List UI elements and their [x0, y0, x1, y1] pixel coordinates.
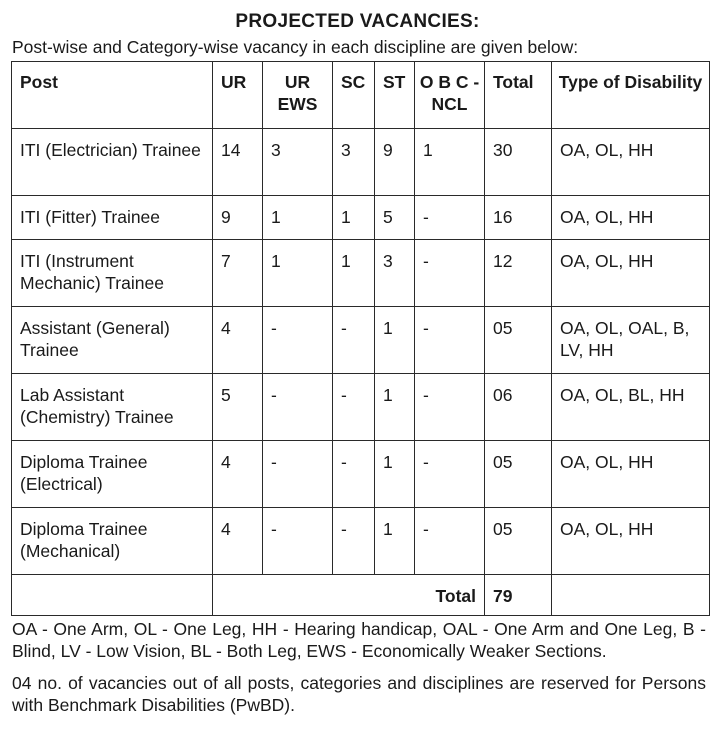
cell-total: 05: [485, 508, 552, 575]
cell-obc: -: [415, 307, 485, 374]
header-type-of-disability: Type of Disability: [552, 62, 710, 129]
abbreviations-note: OA - One Arm, OL - One Leg, HH - Hearing handicap, OAL - One Arm and One Leg, B - Blind, LV - Low Vision, BL - Both Leg, EWS - Economically Weaker Sections.: [12, 619, 706, 661]
cell-total: 12: [485, 240, 552, 307]
cell-ur-ews: 1: [263, 196, 333, 240]
cell-total: 06: [485, 374, 552, 441]
cell-ur: 7: [213, 240, 263, 307]
cell-sc: 1: [333, 196, 375, 240]
header-st: ST: [375, 62, 415, 129]
header-ur: UR: [213, 62, 263, 129]
cell-ur-ews: -: [263, 307, 333, 374]
cell-post: Diploma Trainee (Mechanical): [12, 508, 213, 575]
cell-disability: OA, OL, BL, HH: [552, 374, 710, 441]
cell-sc: 3: [333, 129, 375, 196]
table-total-row: [12, 575, 710, 616]
cell-ur: 14: [213, 129, 263, 196]
cell-ur: 5: [213, 374, 263, 441]
cell-ur: 4: [213, 508, 263, 575]
table-row: [12, 508, 710, 575]
cell-sc: -: [333, 441, 375, 508]
cell-sc: -: [333, 374, 375, 441]
pwbd-note: 04 no. of vacancies out of all posts, categories and disciplines are reserved for Persons with Benchmark Disabilities (PwBD).: [12, 673, 706, 715]
cell-ur-ews: 3: [263, 129, 333, 196]
cell-ur: 9: [213, 196, 263, 240]
header-obc-ncl: O B C -NCL: [415, 62, 485, 129]
header-total: Total: [485, 62, 552, 129]
cell-total: 05: [485, 307, 552, 374]
cell-obc: -: [415, 374, 485, 441]
cell-disability: OA, OL, OAL, B, LV, HH: [552, 307, 710, 374]
cell-post: Lab Assistant (Chemistry) Trainee: [12, 374, 213, 441]
cell-disability: OA, OL, HH: [552, 240, 710, 307]
cell-sc: -: [333, 508, 375, 575]
cell-ur-ews: 1: [263, 240, 333, 307]
cell-total: 16: [485, 196, 552, 240]
section-title: PROJECTED VACANCIES:: [235, 11, 480, 32]
cell-post: Diploma Trainee (Electrical): [12, 441, 213, 508]
cell-empty: [12, 575, 213, 616]
cell-post: Assistant (General) Trainee: [12, 307, 213, 374]
cell-total: 30: [485, 129, 552, 196]
vacancy-table: [11, 61, 710, 616]
header-sc: SC: [333, 62, 375, 129]
cell-st: 1: [375, 441, 415, 508]
table-row: [12, 240, 710, 307]
cell-disability: OA, OL, HH: [552, 508, 710, 575]
cell-post: ITI (Fitter) Trainee: [12, 196, 213, 240]
cell-disability: OA, OL, HH: [552, 196, 710, 240]
cell-obc: -: [415, 240, 485, 307]
table-row: [12, 129, 710, 196]
footnotes: [12, 618, 706, 726]
cell-ur-ews: -: [263, 441, 333, 508]
cell-ur: 4: [213, 307, 263, 374]
cell-post: ITI (Electrician) Trainee: [12, 129, 213, 196]
cell-obc: -: [415, 508, 485, 575]
cell-st: 9: [375, 129, 415, 196]
cell-disability: OA, OL, HH: [552, 441, 710, 508]
cell-ur-ews: -: [263, 374, 333, 441]
table-row: [12, 441, 710, 508]
cell-empty: [552, 575, 710, 616]
cell-sc: 1: [333, 240, 375, 307]
table-header-row: [12, 62, 710, 129]
table-row: [12, 374, 710, 441]
table-row: [12, 196, 710, 240]
cell-st: 3: [375, 240, 415, 307]
cell-total: 05: [485, 441, 552, 508]
table-row: [12, 307, 710, 374]
header-post: Post: [12, 62, 213, 129]
cell-ur: 4: [213, 441, 263, 508]
total-label: Total: [213, 575, 485, 616]
cell-disability: OA, OL, HH: [552, 129, 710, 196]
cell-st: 1: [375, 307, 415, 374]
cell-st: 5: [375, 196, 415, 240]
cell-st: 1: [375, 508, 415, 575]
cell-obc: -: [415, 196, 485, 240]
cell-obc: -: [415, 441, 485, 508]
cell-post: ITI (Instrument Mechanic) Trainee: [12, 240, 213, 307]
intro-text: Post-wise and Category-wise vacancy in each discipline are given below:: [12, 37, 579, 57]
total-value: 79: [485, 575, 552, 616]
cell-ur-ews: -: [263, 508, 333, 575]
cell-st: 1: [375, 374, 415, 441]
cell-sc: -: [333, 307, 375, 374]
header-ur-ews: UR EWS: [263, 62, 333, 129]
cell-obc: 1: [415, 129, 485, 196]
